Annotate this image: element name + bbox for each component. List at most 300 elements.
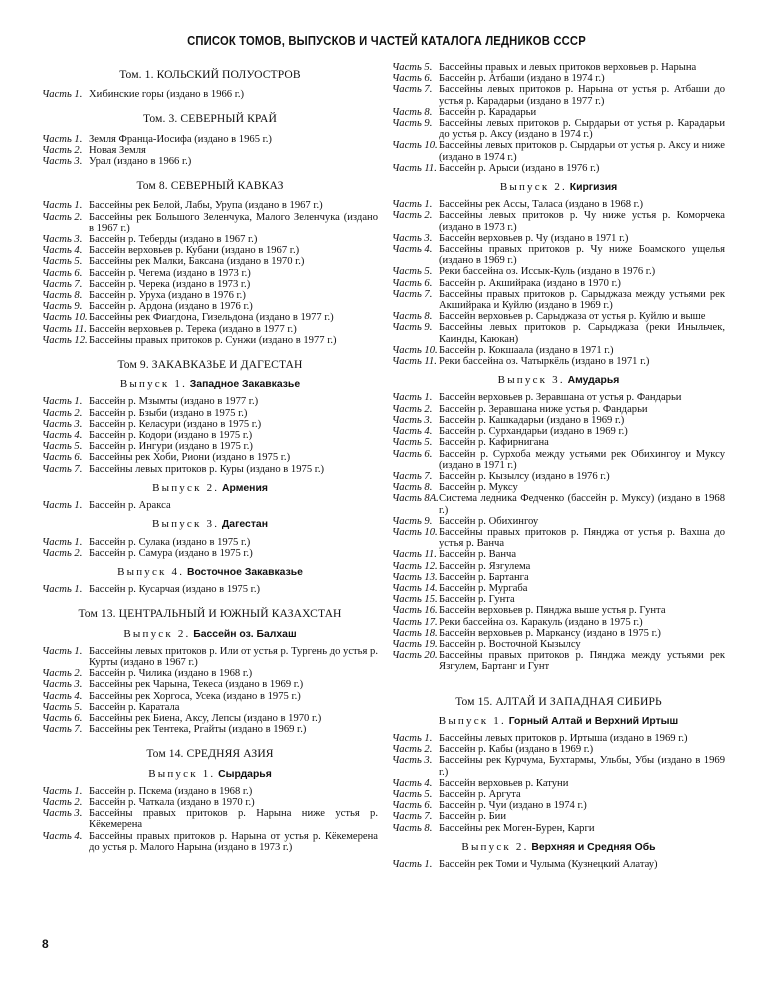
part-text: Бассейн р. Кашкадарьи (издано в 1969 г.) bbox=[439, 414, 625, 426]
list-item bbox=[42, 312, 378, 323]
list-item bbox=[392, 163, 725, 174]
list-item bbox=[392, 84, 725, 106]
list-item bbox=[392, 639, 725, 650]
part-text: Бассейн р. Кодори (издано в 1975 г.) bbox=[89, 430, 253, 442]
list-item bbox=[392, 800, 725, 811]
part-label: Часть 3. bbox=[42, 679, 83, 691]
part-label: Часть 8. bbox=[392, 822, 433, 834]
left-column bbox=[42, 62, 378, 853]
list-item bbox=[42, 430, 378, 441]
list-item bbox=[392, 744, 725, 755]
issue-name: Армения bbox=[222, 482, 268, 494]
list-item bbox=[42, 419, 378, 430]
part-label: Часть 5. bbox=[392, 62, 433, 73]
list-item bbox=[392, 289, 725, 311]
page-number: 8 bbox=[42, 937, 49, 951]
part-text: Бассейн р. Сурхандарьи (издано в 1969 г.) bbox=[439, 426, 628, 438]
part-label: Часть 2. bbox=[42, 796, 83, 808]
part-label: Часть 5. bbox=[392, 788, 433, 800]
list-item bbox=[42, 646, 378, 668]
issue-heading bbox=[42, 567, 378, 578]
issue-number: Выпуск 2. bbox=[123, 627, 191, 640]
part-label: Часть 19. bbox=[392, 638, 438, 650]
issue-heading bbox=[392, 842, 725, 853]
part-label: Часть 7. bbox=[392, 470, 433, 482]
issue-heading bbox=[42, 483, 378, 494]
part-text: Бассейн р. Теберды (издано в 1967 г.) bbox=[89, 234, 258, 246]
list-item bbox=[392, 527, 725, 549]
part-text: Бассейн верховьев р. Маркансу (издано в 1975 г.) bbox=[439, 627, 661, 639]
part-text: Бассейны рек Белой, Лабы, Урупа (издано в 1967 г.) bbox=[89, 200, 323, 212]
list-item bbox=[392, 471, 725, 482]
part-label: Часть 1. bbox=[42, 200, 83, 212]
part-text: Бассейн р. Зеравшана ниже устья р. Фандарьи bbox=[439, 403, 648, 415]
list-item bbox=[392, 583, 725, 594]
part-text: Бассейны правых притоков р. Сунжи (издано в 1977 г.) bbox=[89, 334, 337, 346]
part-label: Часть 1. bbox=[42, 536, 83, 548]
part-label: Часть 15. bbox=[392, 594, 438, 606]
part-text: Бассейны правых притоков р. Сарыджаза между устьями рек Акшийрака и Куйлю (издано в 1969 г.) bbox=[439, 288, 725, 312]
part-label: Часть 7. bbox=[42, 278, 83, 290]
list-item bbox=[42, 212, 378, 234]
list-item bbox=[42, 584, 378, 595]
list-item bbox=[392, 118, 725, 140]
list-item bbox=[392, 572, 725, 583]
part-label: Часть 1. bbox=[42, 396, 83, 408]
part-text: Бассейны рек Биена, Аксу, Лепсы (издано в 1970 г.) bbox=[89, 712, 322, 724]
list-item bbox=[392, 404, 725, 415]
part-label: Часть 12. bbox=[42, 334, 88, 346]
list-item bbox=[392, 789, 725, 800]
part-text: Бассейн верховьев р. Чу (издано в 1971 г.) bbox=[439, 232, 629, 244]
part-text: Бассейн р. Самура (издано в 1975 г.) bbox=[89, 547, 253, 559]
part-label: Часть 5. bbox=[392, 266, 433, 278]
part-text: Бассейн р. Кафирнигана bbox=[439, 437, 549, 449]
issue-heading bbox=[392, 716, 725, 727]
part-text: Урал (издано в 1966 г.) bbox=[89, 156, 192, 168]
part-label: Часть 6. bbox=[42, 712, 83, 724]
part-label: Часть 6. bbox=[42, 452, 83, 464]
part-text: Бассейн р. Сулака (издано в 1975 г.) bbox=[89, 536, 251, 548]
part-text: Реки бассейна оз. Чатыркёль (издано в 1971 г.) bbox=[439, 356, 650, 368]
part-text: Бассейн р. Ванча bbox=[439, 549, 517, 561]
part-label: Часть 10. bbox=[42, 312, 88, 324]
part-text: Бассейн р. Атбаши (издано в 1974 г.) bbox=[439, 73, 605, 85]
part-text: Земля Франца-Иосифа (издано в 1965 г.) bbox=[89, 133, 272, 145]
list-item bbox=[392, 778, 725, 789]
part-label: Часть 5. bbox=[42, 701, 83, 713]
list-item bbox=[42, 335, 378, 346]
part-text: Бассейн р. Ардона (издано в 1976 г.) bbox=[89, 301, 253, 313]
list-item bbox=[42, 786, 378, 797]
list-item bbox=[392, 392, 725, 403]
list-item bbox=[42, 279, 378, 290]
part-label: Часть 3. bbox=[392, 755, 433, 767]
part-text: Бассейн р. Уруха (издано в 1976 г.) bbox=[89, 290, 246, 302]
part-text: Бассейн р. Чилика (издано в 1968 г.) bbox=[89, 668, 253, 680]
part-label: Часть 8. bbox=[42, 290, 83, 302]
list-item bbox=[42, 500, 378, 511]
part-text: Хибинские горы (издано в 1966 г.) bbox=[89, 89, 245, 101]
part-text: Бассейны левых притоков р. Сырдарьи от устья р. Аксу и ниже (издано в 1974 г.) bbox=[439, 140, 725, 163]
issue-number: Выпуск 4. bbox=[117, 565, 185, 578]
part-text: Бассейны левых притоков р. Куры (издано в 1975 г.) bbox=[89, 463, 325, 475]
part-label: Часть 11. bbox=[392, 356, 437, 368]
volume-heading: Том. 3. СЕВЕРНЫЙ КРАЙ bbox=[143, 112, 277, 126]
list-item bbox=[392, 594, 725, 605]
part-label: Часть 3. bbox=[42, 156, 83, 168]
list-item bbox=[42, 234, 378, 245]
part-text: Бассейн верховьев р. Кубани (издано в 1967 г.) bbox=[89, 245, 300, 257]
part-label: Часть 2. bbox=[42, 211, 83, 223]
right-column bbox=[392, 62, 725, 870]
part-label: Часть 10. bbox=[392, 140, 438, 152]
list-item bbox=[392, 266, 725, 277]
part-label: Часть 2. bbox=[392, 403, 433, 415]
list-item bbox=[392, 311, 725, 322]
issue-heading bbox=[392, 375, 725, 386]
issue-name: Сырдарья bbox=[218, 768, 272, 780]
volume-heading: Том 13. ЦЕНТРАЛЬНЫЙ И ЮЖНЫЙ КАЗАХСТАН bbox=[78, 607, 342, 621]
part-text: Бассейн р. Келасури (издано в 1975 г.) bbox=[89, 418, 262, 430]
part-text: Система ледника Федченко (бассейн р. Муксу) (издано в 1968 г.) bbox=[439, 493, 725, 516]
list-item bbox=[392, 628, 725, 639]
list-item bbox=[392, 823, 725, 834]
list-item bbox=[42, 808, 378, 830]
list-item bbox=[392, 650, 725, 672]
part-text: Бассейн р. Мзымты (издано в 1977 г.) bbox=[89, 396, 259, 408]
part-label: Часть 1. bbox=[42, 785, 83, 797]
part-text: Бассейн верховьев р. Зеравшана от устья р. Фандарьи bbox=[439, 392, 682, 404]
list-item bbox=[42, 537, 378, 548]
part-label: Часть 6. bbox=[392, 73, 433, 85]
list-item bbox=[392, 617, 725, 628]
part-text: Бассейн р. Чуи (издано в 1974 г.) bbox=[439, 800, 587, 812]
list-item bbox=[392, 859, 725, 870]
part-label: Часть 7. bbox=[392, 811, 433, 823]
list-item bbox=[392, 733, 725, 744]
list-item bbox=[392, 516, 725, 527]
issue-heading bbox=[42, 379, 378, 390]
part-label: Часть 8. bbox=[392, 106, 433, 118]
list-item bbox=[392, 549, 725, 560]
list-item bbox=[392, 322, 725, 344]
part-text: Бассейн р. Черека (издано в 1973 г.) bbox=[89, 278, 251, 290]
list-item bbox=[392, 278, 725, 289]
part-text: Новая Земля bbox=[89, 144, 146, 156]
part-label: Часть 6. bbox=[392, 800, 433, 812]
issue-heading bbox=[392, 182, 725, 193]
list-item bbox=[42, 441, 378, 452]
list-item bbox=[42, 668, 378, 679]
list-item bbox=[392, 73, 725, 84]
part-text: Бассейны правых притоков р. Пянджа от устья р. Вахша до устья р. Ванча bbox=[439, 526, 725, 550]
part-label: Часть 2. bbox=[42, 547, 83, 559]
list-item bbox=[392, 107, 725, 118]
issue-heading bbox=[42, 519, 378, 530]
part-text: Бассейны правых притоков р. Нарына от устья р. Кёкемерена до устья р. Малого Нарына (издано в 1973 г.) bbox=[89, 830, 378, 853]
page-title: СПИСОК ТОМОВ, ВЫПУСКОВ И ЧАСТЕЙ КАТАЛОГА ЛЕДНИКОВ СССР bbox=[187, 34, 586, 48]
list-item bbox=[392, 244, 725, 266]
part-text: Бассейны рек Хоби, Риони (издано в 1975 г.) bbox=[89, 452, 291, 464]
list-item bbox=[42, 301, 378, 312]
list-item bbox=[42, 452, 378, 463]
part-label: Часть 20. bbox=[392, 650, 438, 662]
part-label: Часть 18. bbox=[392, 627, 438, 639]
part-text: Бассейны левых притоков р. Чу ниже устья р. Коморчека (издано в 1973 г.) bbox=[439, 210, 725, 233]
part-text: Бассейн р. Кусарчая (издано в 1975 г.) bbox=[89, 584, 260, 596]
issue-name: Восточное Закавказье bbox=[186, 566, 303, 578]
list-item bbox=[42, 290, 378, 301]
part-label: Часть 11. bbox=[392, 162, 437, 174]
part-label: Часть 1. bbox=[392, 199, 433, 211]
part-label: Часть 8. bbox=[392, 311, 433, 323]
part-label: Часть 2. bbox=[392, 210, 433, 222]
list-item bbox=[392, 605, 725, 616]
part-label: Часть 14. bbox=[392, 582, 438, 594]
list-item bbox=[42, 89, 378, 100]
part-label: Часть 2. bbox=[42, 407, 83, 419]
part-label: Часть 3. bbox=[42, 418, 83, 430]
left-column-list bbox=[42, 69, 378, 853]
list-item bbox=[42, 396, 378, 407]
volume-heading: Том. 1. КОЛЬСКИЙ ПОЛУОСТРОВ bbox=[119, 68, 301, 81]
part-label: Часть 6. bbox=[42, 267, 83, 279]
list-item bbox=[42, 268, 378, 279]
part-text: Бассейн р. Арыси (издано в 1976 г.) bbox=[439, 162, 600, 174]
part-label: Часть 9. bbox=[392, 322, 433, 334]
part-label: Часть 10. bbox=[392, 344, 438, 356]
part-label: Часть 11. bbox=[392, 549, 437, 561]
part-text: Бассейны левых притоков р. Сарыджаза (реки Иныльчек, Каинды, Каюкан) bbox=[439, 322, 725, 345]
list-item bbox=[392, 426, 725, 437]
part-label: Часть 3. bbox=[42, 808, 83, 820]
part-label: Часть 4. bbox=[42, 245, 83, 257]
list-item bbox=[42, 691, 378, 702]
part-label: Часть 7. bbox=[42, 463, 83, 475]
part-label: Часть 1. bbox=[392, 859, 433, 870]
issue-number: Выпуск 1. bbox=[119, 378, 188, 391]
volume-heading: Том 9. ЗАКАВКАЗЬЕ И ДАГЕСТАН bbox=[117, 358, 303, 372]
issue-number: Выпуск 1. bbox=[438, 714, 506, 727]
part-label: Часть 1. bbox=[42, 133, 83, 145]
part-label: Часть 1. bbox=[392, 392, 433, 404]
list-item bbox=[392, 493, 725, 515]
part-text: Бассейн р. Ингури (издано в 1975 г.) bbox=[89, 441, 253, 453]
part-label: Часть 13. bbox=[392, 571, 438, 583]
list-item bbox=[392, 437, 725, 448]
part-text: Бассейн верховьев р. Катуни bbox=[439, 777, 569, 789]
issue-heading bbox=[42, 629, 378, 640]
part-label: Часть 9. bbox=[392, 515, 433, 527]
list-item bbox=[392, 140, 725, 162]
part-text: Бассейны правых притоков р. Пянджа между устьями рек Язгулем, Бартанг и Гунт bbox=[439, 650, 725, 673]
part-text: Реки бассейна оз. Иссык-Куль (издано в 1976 г.) bbox=[439, 266, 656, 278]
part-text: Бассейн р. Пскема (издано в 1968 г.) bbox=[89, 785, 253, 797]
part-label: Часть 2. bbox=[392, 744, 433, 756]
part-label: Часть 1. bbox=[42, 584, 83, 596]
part-text: Бассейны правых притоков р. Нарына ниже устья р. Кёкемерена bbox=[89, 808, 378, 831]
part-text: Бассейн р. Аргута bbox=[439, 788, 521, 800]
part-label: Часть 12. bbox=[392, 560, 438, 572]
part-text: Бассейн р. Бии bbox=[439, 811, 507, 823]
list-item bbox=[392, 449, 725, 471]
list-item bbox=[392, 62, 725, 73]
list-item bbox=[42, 408, 378, 419]
part-label: Часть 4. bbox=[392, 426, 433, 438]
list-item bbox=[42, 324, 378, 335]
part-label: Часть 7. bbox=[42, 724, 83, 736]
list-item bbox=[42, 256, 378, 267]
list-item bbox=[42, 548, 378, 559]
list-item bbox=[42, 702, 378, 713]
part-label: Часть 7. bbox=[392, 84, 433, 96]
part-text: Бассейн р. Восточной Кызылсу bbox=[439, 638, 581, 650]
issue-number: Выпуск 2. bbox=[499, 181, 567, 194]
part-text: Бассейн р. Язгулема bbox=[439, 560, 531, 572]
issue-number: Выпуск 2. bbox=[461, 840, 529, 853]
list-item bbox=[392, 561, 725, 572]
list-item bbox=[42, 797, 378, 808]
part-text: Бассейны рек Фиагдона, Гизельдона (издано в 1977 г.) bbox=[89, 312, 334, 324]
list-item bbox=[42, 831, 378, 853]
part-text: Бассейны рек Малки, Баксана (издано в 1970 г.) bbox=[89, 256, 305, 268]
part-label: Часть 4. bbox=[42, 830, 83, 842]
part-label: Часть 7. bbox=[392, 288, 433, 300]
part-text: Бассейн р. Чегема (издано в 1973 г.) bbox=[89, 267, 251, 279]
part-label: Часть 3. bbox=[392, 414, 433, 426]
part-label: Часть 4. bbox=[392, 777, 433, 789]
part-label: Часть 11. bbox=[42, 323, 87, 335]
list-item bbox=[392, 811, 725, 822]
part-text: Бассейны левых притоков р. Нарына от устья р. Атбаши до устья р. Карадарьи (издано в 1977 г.) bbox=[439, 84, 725, 107]
list-item bbox=[42, 713, 378, 724]
list-item bbox=[392, 482, 725, 493]
part-label: Часть 2. bbox=[42, 668, 83, 680]
issue-name: Амударья bbox=[567, 375, 620, 387]
part-label: Часть 5. bbox=[42, 256, 83, 268]
part-label: Часть 1. bbox=[42, 89, 83, 101]
part-text: Бассейн р. Чаткала (издано в 1970 г.) bbox=[89, 796, 255, 808]
part-label: Часть 17. bbox=[392, 616, 438, 628]
part-text: Бассейн р. Бзыби (издано в 1975 г.) bbox=[89, 407, 248, 419]
part-text: Бассейны рек Чарына, Текеса (издано в 1969 г.) bbox=[89, 679, 304, 691]
part-label: Часть 1. bbox=[42, 645, 83, 657]
list-item bbox=[42, 464, 378, 475]
part-text: Бассейн р. Кызылсу (издано в 1976 г.) bbox=[439, 470, 610, 482]
part-text: Бассейны левых притоков р. Сырдарьи от устья р. Карадарьи до устья р. Аксу (издано в 1974 г.) bbox=[439, 118, 725, 141]
issue-name: Западное Закавказье bbox=[189, 379, 301, 391]
part-label: Часть 1. bbox=[392, 732, 433, 744]
issue-number: Выпуск 1. bbox=[148, 767, 216, 780]
part-label: Часть 2. bbox=[42, 144, 83, 156]
part-text: Бассейн р. Муксу bbox=[439, 482, 518, 494]
part-label: Часть 5. bbox=[42, 441, 83, 453]
list-item bbox=[42, 200, 378, 211]
issue-name: Бассейн оз. Балхаш bbox=[193, 628, 297, 640]
part-text: Бассейны рек Хоргоса, Усека (издано в 1975 г.) bbox=[89, 690, 301, 702]
list-item bbox=[42, 145, 378, 156]
part-label: Часть 3. bbox=[392, 232, 433, 244]
part-text: Бассейн р. Кабы (издано в 1969 г.) bbox=[439, 744, 594, 756]
part-text: Бассейны левых притоков р. Или от устья р. Тургень до устья р. Курты (издано в 1967 г.) bbox=[89, 645, 378, 668]
part-label: Часть 5. bbox=[392, 437, 433, 449]
list-item bbox=[392, 210, 725, 232]
list-item bbox=[392, 415, 725, 426]
right-column-list bbox=[392, 62, 725, 870]
list-item bbox=[42, 245, 378, 256]
list-item bbox=[42, 134, 378, 145]
list-item bbox=[392, 356, 725, 367]
part-text: Бассейны левых притоков р. Иртыша (издано в 1969 г.) bbox=[439, 732, 688, 744]
volume-heading: Том 8. СЕВЕРНЫЙ КАВКАЗ bbox=[136, 179, 284, 193]
part-label: Часть 3. bbox=[42, 234, 83, 246]
part-text: Бассейн р. Бартанга bbox=[439, 571, 529, 583]
part-label: Часть 1. bbox=[42, 500, 83, 512]
part-label: Часть 6. bbox=[392, 277, 433, 289]
part-text: Бассейны рек Тентека, Ргайты (издано в 1969 г.) bbox=[89, 724, 307, 736]
part-text: Бассейн р. Сурхоба между устьями рек Обихингоу и Муксу (издано в 1971 г.) bbox=[439, 448, 725, 471]
part-text: Реки бассейна оз. Каракуль (издано в 1975 г.) bbox=[439, 616, 643, 628]
part-text: Бассейн р. Каратала bbox=[89, 701, 180, 713]
volume-heading: Том 14. СРЕДНЯЯ АЗИЯ bbox=[146, 747, 274, 761]
part-text: Бассейн р. Акшийрака (издано в 1970 г.) bbox=[439, 277, 621, 289]
part-text: Бассейны рек Большого Зеленчука, Малого Зеленчука (издано в 1967 г.) bbox=[89, 211, 378, 234]
issue-number: Выпуск 2. bbox=[152, 481, 220, 494]
list-item bbox=[42, 156, 378, 167]
issue-name: Горный Алтай и Верхний Иртыш bbox=[508, 715, 679, 727]
part-text: Бассейн р. Кокшаала (издано в 1971 г.) bbox=[439, 344, 614, 356]
issue-heading bbox=[42, 769, 378, 780]
part-text: Бассейн верховьев р. Сарыджаза от устья р. Куйлю и выше bbox=[439, 311, 706, 323]
part-label: Часть 10. bbox=[392, 526, 438, 538]
part-label: Часть 4. bbox=[42, 690, 83, 702]
part-text: Бассейн р. Карадарьи bbox=[439, 106, 537, 118]
part-text: Бассейн р. Аракса bbox=[89, 500, 171, 512]
part-label: Часть 9. bbox=[42, 301, 83, 313]
issue-name: Верхняя и Средняя Обь bbox=[531, 841, 656, 853]
volume-heading: Том 15. АЛТАЙ И ЗАПАДНАЯ СИБИРЬ bbox=[455, 694, 662, 708]
part-text: Бассейн верховьев р. Пянджа выше устья р. Гунта bbox=[439, 605, 666, 617]
list-item bbox=[392, 345, 725, 356]
list-item bbox=[42, 724, 378, 735]
issue-name: Киргизия bbox=[569, 182, 618, 194]
part-text: Бассейны рек Ассы, Таласа (издано в 1968 г.) bbox=[439, 199, 644, 211]
issue-number: Выпуск 3. bbox=[497, 374, 565, 387]
issue-number: Выпуск 3. bbox=[152, 518, 220, 531]
part-text: Бассейны правых притоков р. Чу ниже Боамского ущелья (издано в 1969 г.) bbox=[439, 244, 725, 267]
part-text: Бассейн р. Гунта bbox=[439, 594, 515, 606]
part-label: Часть 6. bbox=[392, 448, 433, 460]
part-text: Бассейны рек Моген-Бурен, Карги bbox=[439, 822, 595, 834]
issue-name: Дагестан bbox=[221, 519, 268, 531]
part-text: Бассейны рек Курчума, Бухтармы, Ульбы, Убы (издано в 1969 г.) bbox=[439, 755, 725, 778]
list-item bbox=[392, 755, 725, 777]
part-label: Часть 9. bbox=[392, 118, 433, 130]
part-text: Бассейн верховьев р. Терека (издано в 1977 г.) bbox=[89, 323, 297, 335]
part-label: Часть 8А. bbox=[392, 493, 439, 505]
part-text: Бассейн р. Обихингоу bbox=[439, 515, 539, 527]
list-item bbox=[392, 233, 725, 244]
part-label: Часть 4. bbox=[392, 244, 433, 256]
part-label: Часть 8. bbox=[392, 482, 433, 494]
part-text: Бассейн рек Томи и Чулыма (Кузнецкий Алатау) bbox=[439, 859, 658, 870]
part-label: Часть 16. bbox=[392, 605, 438, 617]
list-item bbox=[42, 679, 378, 690]
part-text: Бассейны правых и левых притоков верховьев р. Нарына bbox=[439, 62, 697, 73]
part-label: Часть 4. bbox=[42, 430, 83, 442]
spacer bbox=[392, 673, 725, 683]
